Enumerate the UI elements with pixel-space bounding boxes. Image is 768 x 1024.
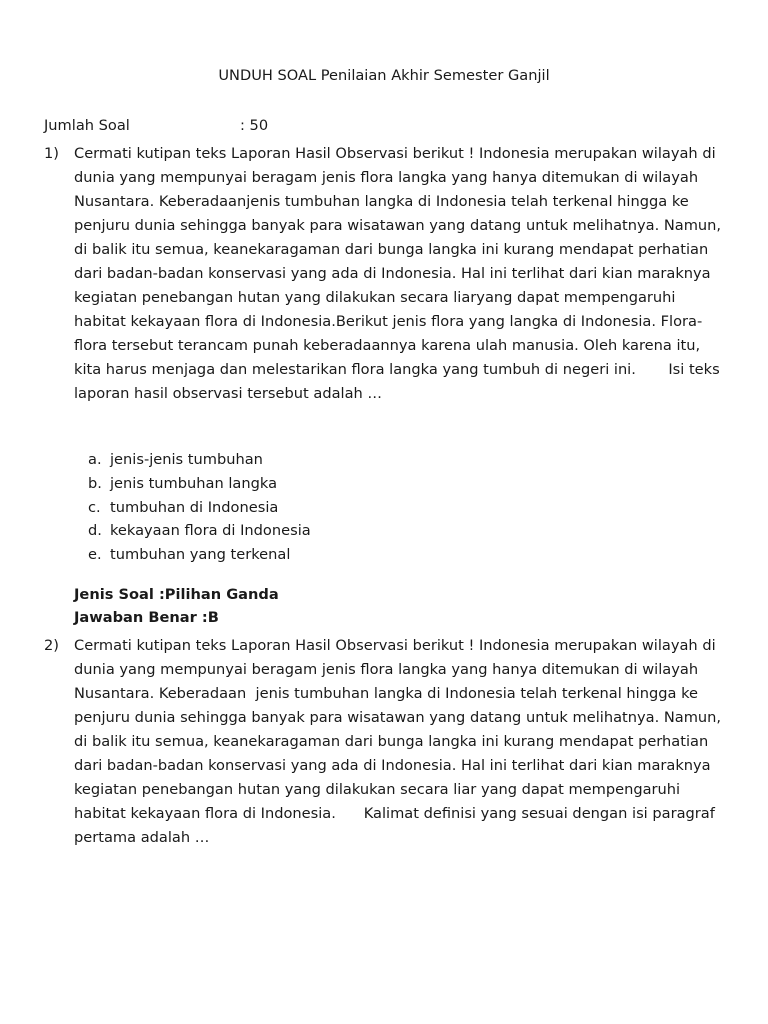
question-type: Jenis Soal :Pilihan Ganda bbox=[74, 586, 279, 603]
option-text: jenis-jenis tumbuhan bbox=[110, 451, 263, 468]
question-count-value: : 50 bbox=[240, 117, 269, 134]
option-letter: c. bbox=[88, 498, 101, 516]
question-text: Cermati kutipan teks Laporan Hasil Observasi berikut ! Indonesia merupakan wilayah di dunia yang mempunyai beragam jenis flora langka yang hanya ditemukan di wilayah Nusantara. Keberadaanjenis tumbuhan langka di Indonesia telah terkenal hingga ke penjuru dunia sehingga banyak para wisatawan yang datang untuk melihatnya. Namun, di balik itu semua, keanekaragaman dari bunga langka ini kurang mendapat perhatian dari badan-badan konservasi yang ada di Indonesia. Hal ini terlihat dari kian maraknya kegiatan penebangan hutan yang dilakukan secara liaryang dapat mempengaruhi habitat kekayaan flora di Indonesia.Berikut jenis flora yang langka di Indonesia. Flora-flora tersebut terancam punah keberadaannya karena ulah manusia. Oleh karena itu, kita harus menjaga dan melestarikan flora langka yang tumbuh di negeri ini. Isi teks laporan hasil observasi tersebut adalah … bbox=[74, 145, 726, 402]
option-text: kekayaan flora di Indonesia bbox=[110, 522, 311, 540]
option-text: tumbuhan di Indonesia bbox=[110, 498, 279, 516]
option-d bbox=[88, 519, 311, 543]
option-e bbox=[88, 543, 311, 567]
option-letter: e. bbox=[88, 546, 102, 563]
option-text: jenis tumbuhan langka bbox=[110, 474, 278, 492]
question-text: Cermati kutipan teks Laporan Hasil Observasi berikut ! Indonesia merupakan wilayah di dunia yang mempunyai beragam jenis flora langka yang hanya ditemukan di wilayah Nusantara. Keberadaan jenis tumbuhan langka di Indonesia telah terkenal hingga ke penjuru dunia sehingga banyak para wisatawan yang datang untuk melihatnya. Namun, di balik itu semua, keanekaragaman dari bunga langka ini kurang mendapat perhatian dari badan-badan konservasi yang ada di Indonesia. Hal ini terlihat dari kian maraknya kegiatan penebangan hutan yang dilakukan secara liar yang dapat mempengaruhi habitat kekayaan flora di Indonesia. Kalimat definisi yang sesuai dengan isi paragraf pertama adalah … bbox=[74, 637, 726, 846]
question-count-label: Jumlah Soal bbox=[44, 117, 130, 134]
option-c bbox=[88, 496, 311, 520]
option-text: tumbuhan yang terkenal bbox=[110, 546, 291, 563]
page-title: UNDUH SOAL Penilaian Akhir Semester Ganjil bbox=[218, 67, 550, 84]
correct-answer: Jawaban Benar :B bbox=[74, 609, 219, 626]
option-letter: d. bbox=[88, 522, 102, 540]
option-letter: b. bbox=[88, 474, 102, 492]
answer-options bbox=[88, 448, 311, 567]
question-number: 1) bbox=[44, 145, 59, 162]
question-1-meta bbox=[74, 583, 279, 629]
option-letter: a. bbox=[88, 451, 102, 468]
option-a bbox=[88, 448, 311, 472]
question-number: 2) bbox=[44, 637, 59, 654]
question-1 bbox=[44, 142, 724, 406]
question-count bbox=[44, 116, 268, 136]
option-b bbox=[88, 472, 311, 496]
question-2 bbox=[44, 634, 724, 850]
